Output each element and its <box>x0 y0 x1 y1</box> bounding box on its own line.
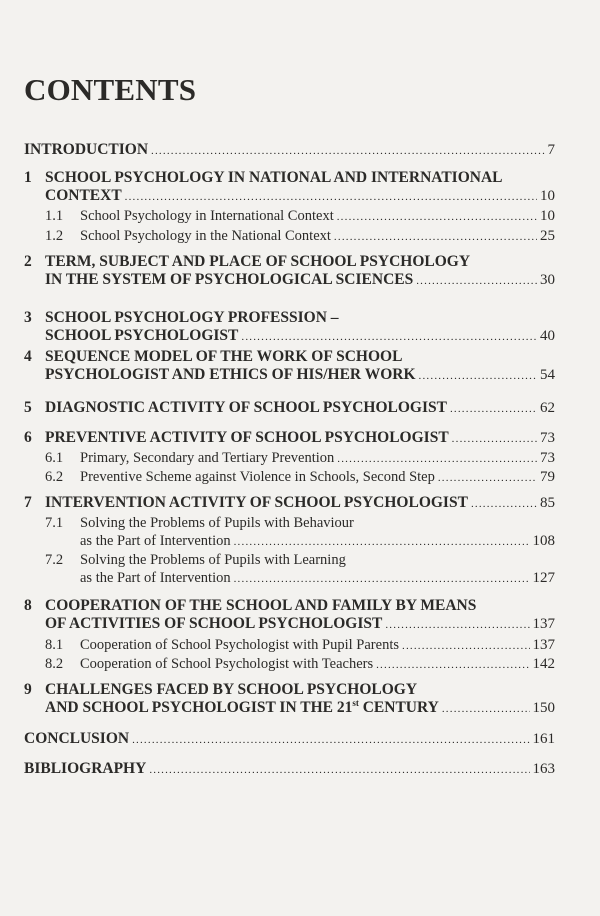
entry-number: 6.1 <box>45 450 64 466</box>
page-number[interactable]: 85 <box>540 495 555 511</box>
toc-line <box>24 399 555 417</box>
toc-line <box>24 615 555 633</box>
entry-title[interactable]: SCHOOL PSYCHOLOGY PROFESSION – <box>45 309 339 326</box>
entry-title[interactable]: Solving the Problems of Pupils with Behaviour <box>80 515 354 531</box>
entry-title[interactable]: SCHOOL PSYCHOLOGIST <box>45 327 239 344</box>
entry-number: 6 <box>24 429 32 446</box>
dot-leader <box>151 142 544 160</box>
entry-number: 3 <box>24 309 32 326</box>
toc-line <box>24 551 555 569</box>
entry-title[interactable]: DIAGNOSTIC ACTIVITY OF SCHOOL PSYCHOLOGIST <box>45 399 447 416</box>
title-part: CENTURY <box>358 699 439 716</box>
toc-line <box>24 227 555 245</box>
entry-title[interactable]: Primary, Secondary and Tertiary Prevention <box>80 450 335 466</box>
toc-line <box>24 429 555 447</box>
entry-number: 7.2 <box>45 552 64 568</box>
entry-title[interactable]: Preventive Scheme against Violence in Schools, Second Step <box>80 469 435 485</box>
toc-line <box>24 468 555 486</box>
toc-chapter[interactable] <box>24 730 555 748</box>
dot-leader <box>385 616 529 634</box>
toc-line <box>24 207 555 225</box>
entry-title[interactable]: COOPERATION OF THE SCHOOL AND FAMILY BY MEANS <box>45 597 477 614</box>
entry-number: 1.1 <box>45 208 64 224</box>
toc-chapter[interactable] <box>24 169 555 205</box>
entry-number: 7.1 <box>45 515 64 531</box>
entry-title[interactable]: as the Part of Intervention <box>80 533 231 549</box>
entry-title[interactable]: SEQUENCE MODEL OF THE WORK OF SCHOOL <box>45 348 403 365</box>
entry-number: 9 <box>24 681 32 698</box>
toc-line <box>24 309 555 327</box>
entry-number: 8.2 <box>45 656 64 672</box>
page-number[interactable]: 54 <box>540 367 555 383</box>
toc-line <box>24 655 555 673</box>
page-number[interactable]: 137 <box>532 616 555 632</box>
entry-title[interactable]: School Psychology in International Context <box>80 208 334 224</box>
superscript: st <box>352 698 359 708</box>
toc-section[interactable] <box>24 514 555 550</box>
toc-section[interactable] <box>24 468 555 486</box>
page-number[interactable]: 108 <box>532 533 555 549</box>
page-number[interactable]: 62 <box>540 400 555 416</box>
toc-line <box>24 514 555 532</box>
page-number[interactable]: 73 <box>540 450 555 466</box>
page-title: CONTENTS <box>24 72 197 107</box>
page-number[interactable]: 25 <box>540 228 555 244</box>
entry-title[interactable]: BIBLIOGRAPHY <box>24 760 147 777</box>
toc-chapter[interactable] <box>24 309 555 345</box>
toc-chapter[interactable] <box>24 494 555 512</box>
entry-title[interactable]: Cooperation of School Psychologist with Pupil Parents <box>80 637 399 653</box>
toc-line <box>24 366 555 384</box>
entry-title[interactable]: TERM, SUBJECT AND PLACE OF SCHOOL PSYCHOLOGY <box>45 253 471 270</box>
page-number[interactable]: 10 <box>540 208 555 224</box>
entry-title[interactable] <box>45 699 439 717</box>
page-number[interactable]: 150 <box>532 700 555 716</box>
dot-leader <box>337 450 537 468</box>
toc-line <box>24 169 555 187</box>
page-number[interactable]: 73 <box>540 430 555 446</box>
toc-line <box>24 569 555 587</box>
entry-number: 8.1 <box>45 637 64 653</box>
entry-number: 5 <box>24 399 32 416</box>
page-number[interactable]: 30 <box>540 272 555 288</box>
page-number[interactable]: 161 <box>532 731 555 747</box>
entry-number: 1 <box>24 169 32 186</box>
entry-title[interactable]: INTERVENTION ACTIVITY OF SCHOOL PSYCHOLOGIST <box>45 494 468 511</box>
dot-leader <box>132 731 529 749</box>
toc-line <box>24 253 555 271</box>
entry-number: 1.2 <box>45 228 64 244</box>
entry-title[interactable]: CHALLENGES FACED BY SCHOOL PSYCHOLOGY <box>45 681 418 698</box>
toc-chapter[interactable] <box>24 348 555 384</box>
entry-title[interactable]: IN THE SYSTEM OF PSYCHOLOGICAL SCIENCES <box>45 271 414 288</box>
dot-leader <box>452 430 537 448</box>
toc-line <box>24 597 555 615</box>
entry-title[interactable]: Solving the Problems of Pupils with Learning <box>80 552 346 568</box>
dot-leader <box>419 367 537 385</box>
toc-line <box>24 730 555 748</box>
toc-line <box>24 494 555 512</box>
toc-chapter[interactable] <box>24 253 555 289</box>
entry-title[interactable]: as the Part of Intervention <box>80 570 231 586</box>
toc-line <box>24 760 555 778</box>
toc-line <box>24 449 555 467</box>
entry-title[interactable]: PSYCHOLOGIST AND ETHICS OF HIS/HER WORK <box>45 366 416 383</box>
page-number[interactable]: 7 <box>547 142 555 158</box>
dot-leader <box>234 570 530 588</box>
dot-leader <box>241 328 537 346</box>
dot-leader <box>376 656 529 674</box>
entry-title[interactable]: CONTEXT <box>45 187 122 204</box>
entry-number: 7 <box>24 494 32 511</box>
entry-title[interactable]: PREVENTIVE ACTIVITY OF SCHOOL PSYCHOLOGIST <box>45 429 449 446</box>
toc-line <box>24 141 555 159</box>
entry-title[interactable]: CONCLUSION <box>24 730 130 747</box>
toc-line <box>24 636 555 654</box>
toc-line <box>24 271 555 289</box>
entry-title[interactable]: School Psychology in the National Context <box>80 228 331 244</box>
dot-leader <box>402 637 530 655</box>
page-number[interactable]: 127 <box>532 570 555 586</box>
entry-number: 6.2 <box>45 469 64 485</box>
toc-chapter[interactable] <box>24 429 555 447</box>
entry-number: 8 <box>24 597 32 614</box>
page-number[interactable]: 163 <box>532 761 555 777</box>
dot-leader <box>337 208 537 226</box>
entry-number: 2 <box>24 253 32 270</box>
dot-leader <box>471 495 537 513</box>
page-number[interactable]: 137 <box>532 637 555 653</box>
dot-leader <box>334 228 537 246</box>
toc-line <box>24 348 555 366</box>
entry-title[interactable]: INTRODUCTION <box>24 141 149 158</box>
toc-line <box>24 681 555 699</box>
toc-line <box>24 327 555 345</box>
toc-chapter[interactable] <box>24 760 555 778</box>
toc-section[interactable] <box>24 449 555 467</box>
dot-leader <box>125 188 537 206</box>
page-number[interactable]: 10 <box>540 188 555 204</box>
page-number[interactable]: 142 <box>532 656 555 672</box>
toc-section[interactable] <box>24 207 555 225</box>
toc-chapter[interactable] <box>24 681 555 717</box>
toc-chapter[interactable] <box>24 597 555 633</box>
toc-line <box>24 699 555 717</box>
toc-chapter[interactable] <box>24 399 555 417</box>
entry-number: 4 <box>24 348 32 365</box>
entry-title[interactable]: Cooperation of School Psychologist with Teachers <box>80 656 374 672</box>
entry-title[interactable]: OF ACTIVITIES OF SCHOOL PSYCHOLOGIST <box>45 615 383 632</box>
dot-leader <box>438 469 537 487</box>
toc-section[interactable] <box>24 551 555 587</box>
dot-leader <box>149 761 529 779</box>
title-part: AND SCHOOL PSYCHOLOGIST IN THE 21 <box>45 699 353 716</box>
dot-leader <box>416 272 537 290</box>
toc-section[interactable] <box>24 636 555 654</box>
toc-line <box>24 532 555 550</box>
toc-chapter[interactable] <box>24 141 555 159</box>
dot-leader <box>450 400 537 418</box>
toc-section[interactable] <box>24 655 555 673</box>
dot-leader <box>442 700 530 718</box>
entry-title[interactable]: SCHOOL PSYCHOLOGY IN NATIONAL AND INTERNATIONAL <box>45 169 503 186</box>
toc-line <box>24 187 555 205</box>
page-number[interactable]: 40 <box>540 328 555 344</box>
toc-section[interactable] <box>24 227 555 245</box>
dot-leader <box>234 533 530 551</box>
page-number[interactable]: 79 <box>540 469 555 485</box>
